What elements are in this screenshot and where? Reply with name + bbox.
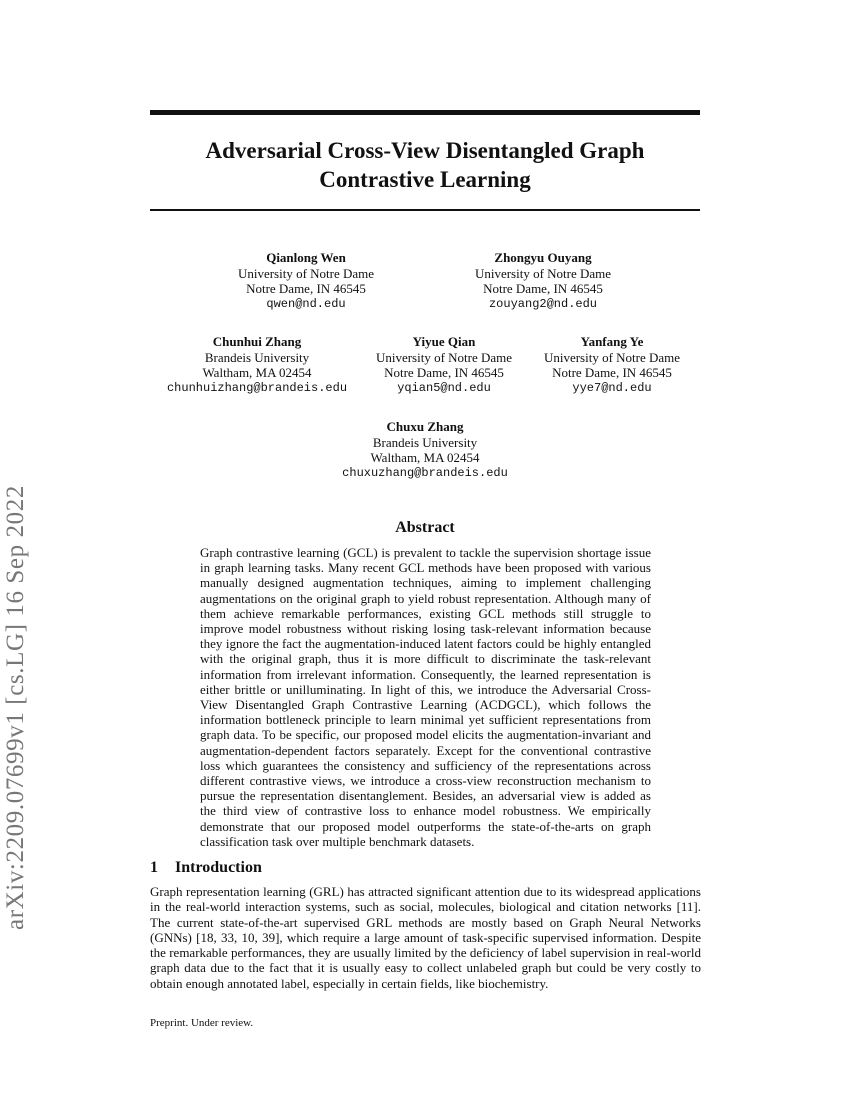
author-affiliation: Brandeis University bbox=[372, 434, 478, 450]
footer-note: Preprint. Under review. bbox=[150, 1017, 254, 1029]
section-heading-introduction bbox=[150, 859, 262, 877]
author-block bbox=[206, 250, 406, 312]
author-location: Notre Dame, IN 46545 bbox=[483, 281, 603, 296]
author-affiliation: Brandeis University bbox=[204, 349, 310, 365]
abstract-text: Graph contrastive learning (GCL) is prevalent to tackle the supervision shortage issue in graph learning tasks. Many recent GCL methods have been proposed with various manually designed augmentation techniques, aiming to implement challenging augmentations on the original graph to yield robust representation. Although many of them achieve remarkable performances, existing GCL methods still struggle to improve model robustness without risking losing task-relevant information because they ignore the fact the augmentation-induced latent factors could be highly entangled with the original graph, thus it is more difficult to discriminate the task-relevant information from irrelevant information. Consequently, the learned representation is either brittle or unilluminating. In light of this, we introduce the Adversarial Cross-View Disentangled Graph Contrastive Learning (ACDGCL), which follows the information bottleneck principle to learn minimal yet sufficient representations from graph data. To be specific, our proposed model elicits the augmentation-invariant and augmentation-dependent factors separately. Except for the conventional contrastive loss which guarantees the consistency and sufficiency of the representations across different contrastive views, we introduce a cross-view reconstruction mechanism to pursue the representation disentanglement. Besides, an adversarial view is added as the third view of contrastive loss to enhance model robustness. We empirically demonstrate that our proposed model outperforms the state-of-the-arts on graph classification task over multiple benchmark datasets. bbox=[200, 545, 651, 849]
section-number: 1 bbox=[150, 859, 158, 876]
author-block bbox=[522, 334, 702, 396]
author-block bbox=[310, 419, 540, 481]
author-email[interactable]: yye7@nd.edu bbox=[572, 380, 652, 395]
author-name: Chunhui Zhang bbox=[212, 334, 302, 349]
author-location: Notre Dame, IN 46545 bbox=[246, 281, 366, 296]
author-email[interactable]: chuxuzhang@brandeis.edu bbox=[342, 465, 508, 480]
author-block bbox=[354, 334, 534, 396]
section-title: Introduction bbox=[175, 859, 262, 876]
author-location: Notre Dame, IN 46545 bbox=[384, 365, 504, 380]
title-rule-bottom bbox=[150, 209, 700, 211]
introduction-text: Graph representation learning (GRL) has attracted significant attention due to its widespread applications in the real-world interaction systems, such as social, molecules, biological and citation networks [11]. The current state-of-the-art supervised GRL methods are mostly based on Graph Neural Networks (GNNs) [18, 33, 10, 39], which require a large amount of task-specific supervised information. Despite the remarkable performances, they are usually limited by the deficiency of label supervision in real-world graph data due to the fact that it is usually easy to collect unlabeled graph but could be very costly to obtain enough annotated label, especially in certain fields, like biochemistry. bbox=[150, 884, 701, 991]
author-email[interactable]: zouyang2@nd.edu bbox=[488, 296, 598, 311]
author-block bbox=[443, 250, 643, 312]
abstract-heading: Abstract bbox=[395, 519, 455, 536]
author-name: Yiyue Qian bbox=[412, 334, 476, 349]
author-location: Notre Dame, IN 46545 bbox=[552, 365, 672, 380]
author-location: Waltham, MA 02454 bbox=[370, 450, 480, 465]
arxiv-identifier: arXiv:2209.07699v1 [cs.LG] 16 Sep 2022 bbox=[2, 485, 29, 930]
title-line-2: Contrastive Learning bbox=[319, 167, 531, 192]
author-affiliation: University of Notre Dame bbox=[375, 349, 513, 365]
author-email[interactable]: qwen@nd.edu bbox=[266, 296, 346, 311]
author-name: Zhongyu Ouyang bbox=[494, 250, 592, 265]
author-affiliation: University of Notre Dame bbox=[237, 265, 375, 281]
author-name: Chuxu Zhang bbox=[386, 419, 464, 434]
author-email[interactable]: chunhuizhang@brandeis.edu bbox=[166, 380, 348, 395]
title-rule-top bbox=[150, 110, 700, 115]
author-block bbox=[150, 334, 364, 396]
author-affiliation: University of Notre Dame bbox=[474, 265, 612, 281]
author-name: Yanfang Ye bbox=[580, 334, 644, 349]
author-name: Qianlong Wen bbox=[266, 250, 346, 265]
paper-title bbox=[150, 136, 700, 194]
title-line-1: Adversarial Cross-View Disentangled Graph bbox=[205, 138, 645, 163]
author-location: Waltham, MA 02454 bbox=[202, 365, 312, 380]
author-affiliation: University of Notre Dame bbox=[543, 349, 681, 365]
author-email[interactable]: yqian5@nd.edu bbox=[397, 380, 491, 395]
